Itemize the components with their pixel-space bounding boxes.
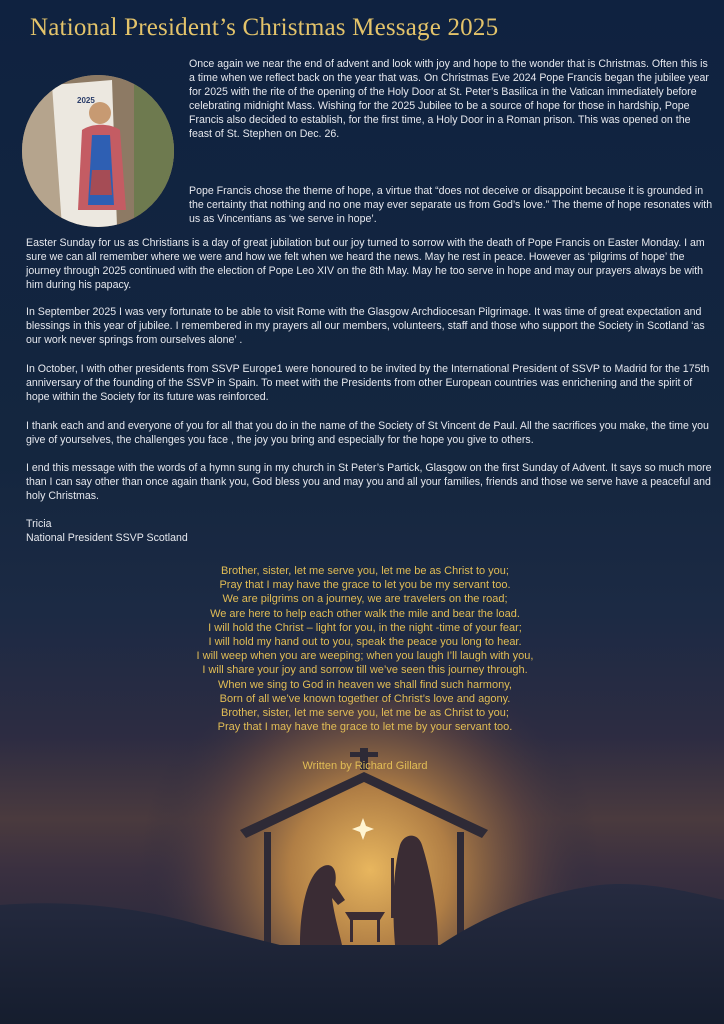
hymn-line: I will weep when you are weeping; when you laugh I’ll laugh with you,: [196, 650, 534, 663]
paragraph-october: In October, I with other presidents from SSVP Europe1 were honoured to be invited by the International President of SSVP to Madrid for the 175th anniversary of the founding of the SSVP in Spain. To meet with the Presidents from other European countries was enrichening and the spirit of hope within the Society for its future was reinforced.: [26, 363, 710, 403]
paragraph-advent: Once again we near the end of advent and look with joy and hope to the wonder that is Christmas. Often this is a time when we reflect back on the year that was. On Christmas Eve 2024 Pope Francis began the jubilee year for 2025 with the rite of the opening of the Holy Door at St. Peter’s Basilica in the Vatican immediately before celebrating midnight Mass. Wishing for the 2025 Jubilee to be a source of hope for those in hardship, Pope Francis also decided to establish, for the first time, a Holy Door in a Roman prison. This was opened on the feast of St. Stephen on Dec. 26.: [189, 58, 709, 140]
paragraph-theme-of-hope: Pope Francis chose the theme of hope, a virtue that “does not deceive or disappoint because it is grounded in the certainty that nothing and no one may ever separate us from God’s love.” The theme of hope resonates with us as Vincentians as ‘we serve in hope’.: [189, 185, 713, 225]
woman-head: [89, 102, 111, 124]
hymn-line: Brother, sister, let me serve you, let me be as Christ to you;: [221, 565, 509, 577]
hymn-line: I will hold the Christ – light for you, in the night -time of your fear;: [208, 621, 522, 634]
hymn-line: I will hold my hand out to you, speak the peace you long to hear.: [208, 636, 522, 649]
hymn-line: Born of all we’ve known together of Christ’s love and agony.: [219, 692, 511, 705]
paragraph-closing: I end this message with the words of a hymn sung in my church in St Peter’s Partick, Glasgow on the first Sunday of Advent. It says so much more than I can say other than once again thank you, God bless you and may you and all your families, friends and those we serve have a peaceful and holy Christmas.: [26, 462, 712, 502]
signature: [26, 517, 188, 545]
hymn-line: When we sing to God in heaven we shall find such harmony,: [218, 678, 512, 691]
hymn-line: Pray that I may have the grace to let you be my servant too.: [219, 579, 511, 592]
hymn-line: We are pilgrims on a journey, we are travelers on the road;: [222, 593, 508, 606]
president-photo: [22, 75, 174, 227]
paragraph-easter: Easter Sunday for us as Christians is a day of great jubilation but our joy turned to sorrow with the death of Pope Francis on Easter Monday. I am sure we can all remember where we were and how we felt when we heard the news. May he rest in peace. However as ‘pilgrims of hope’ the journey through 2025 continued with the election of Pope Leo XIV on the 8th May. May he too serve in hope and may our prayers always be with him during his papacy.: [26, 237, 705, 291]
page-title: National President’s Christmas Message 2025: [30, 14, 499, 41]
hymn-author: Written by Richard Gillard: [302, 760, 428, 772]
paragraph-september: In September 2025 I was very fortunate to be able to visit Rome with the Glasgow Archdiocesan Pilgrimage. It was time of great expectation and blessings in this year of jubilee. I remembered in my prayers all our members, volunteers, staff and those who support the Society in Scotland ‘as our work never springs from ourselves alone’ .: [26, 306, 705, 346]
hymn-line: Brother, sister, let me serve you, let me be as Christ to you;: [221, 707, 509, 720]
hymn-line: We are here to help each other walk the mile and bear the load.: [210, 607, 520, 620]
signature-role: National President SSVP Scotland: [26, 532, 188, 544]
hymn-verse: [150, 564, 580, 734]
hymn-line: Pray that I may have the grace to let me by your servant too.: [217, 721, 513, 734]
photo-image: [22, 75, 174, 227]
signature-name: Tricia: [26, 518, 52, 530]
hymn-line: I will share your joy and sorrow till we’ve seen this journey through.: [202, 664, 528, 677]
banner-text: 2025: [77, 96, 95, 105]
paragraph-thanks: I thank each and and everyone of you for all that you do in the name of the Society of St Vincent de Paul. All the sacrifices you make, the time you give of yourselves, the challenges you face , the joy you bring and especially for the hope you give to others.: [26, 420, 709, 446]
